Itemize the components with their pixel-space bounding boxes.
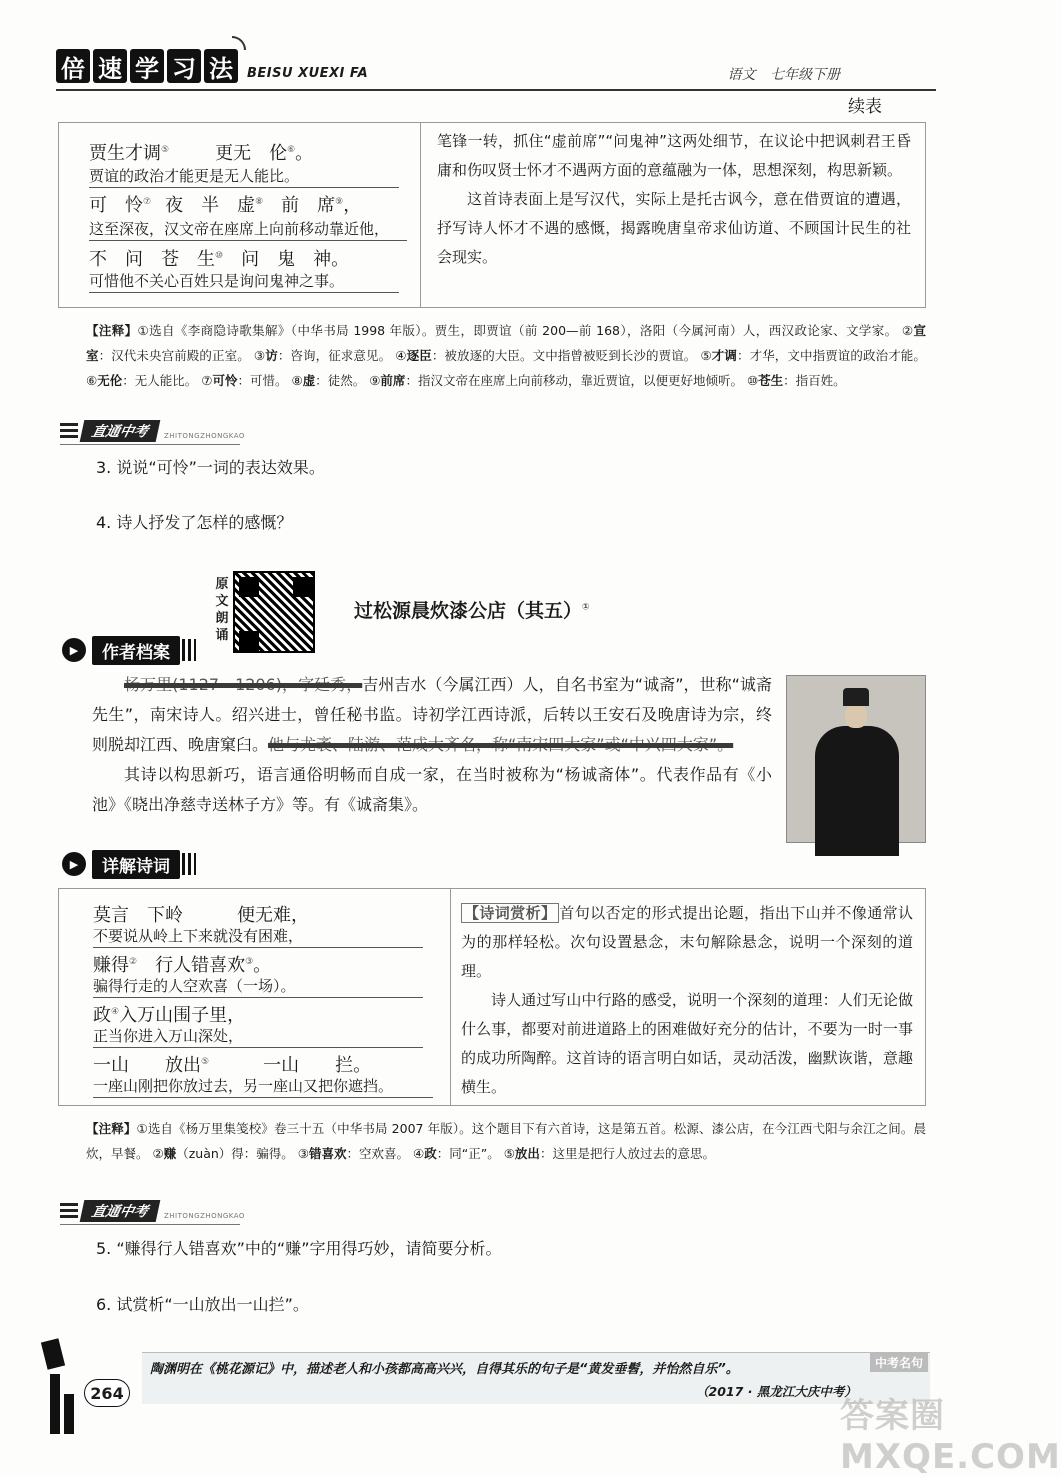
author-portrait (786, 675, 926, 843)
poem-translation: 贾谊的政治才能更是无人能比。 (89, 165, 399, 188)
poem-line: 不 问 苍 生⑩ 问 鬼 神。 (89, 249, 350, 270)
stripes-icon (182, 853, 196, 875)
book-info (718, 64, 840, 84)
poem-line: 可 怜⑦ 夜 半 虚⑧ 前 席⑨， (89, 195, 362, 216)
page-number: 264 (84, 1379, 130, 1407)
poem-line: 赚得② 行人错喜欢③。 (93, 955, 272, 976)
signal-icon (232, 36, 246, 50)
poem-translation: 一座山刚把你放过去，另一座山又把你遮挡。 (93, 1075, 433, 1098)
zhitong-tag (60, 1200, 245, 1222)
poem-translation: 可惜他不关心百姓只是询问鬼神之事。 (89, 270, 399, 293)
brand-cn (56, 49, 241, 83)
bars-icon (60, 1203, 78, 1219)
appreciation-label: 【诗词赏析】 (461, 903, 559, 923)
brand-char: 学 (130, 49, 164, 83)
question-6: 6. 试赏析“一山放出一山拦”。 (96, 1295, 309, 1314)
poem-line: 莫言 下岭 便无难， (93, 905, 309, 926)
play-icon: ▶ (62, 852, 86, 876)
corner-decoration (41, 1338, 65, 1370)
author-bio: 杨万里(1127—1206)，字廷秀，吉州吉水（今属江西）人，自名书室为“诚斋”，世称“诚斋先生”，南宋诗人。绍兴进士，曾任秘书监。诗初学江西诗派，后转以王安石及晚唐诗为宗，终则脱却江西、晚唐窠臼。他与尤袤、陆游、范成大齐名，称“南宋四大家”或“中兴四大家”。 其诗以构思新巧，语言通俗明畅而自成一家，在当时被称为“杨诚斋体”。代表作品有《小池》《晓出净慈寺送林子方》等。有《诚斋集》。 (92, 675, 772, 814)
play-icon: ▶ (62, 638, 86, 662)
footer-quote: 陶渊明在《桃花源记》中，描述老人和小孩都高高兴兴，自得其乐的句子是“黄发垂髫，并怡然自乐”。 (150, 1362, 739, 1377)
poem-line: 贾生才调⑤ 更无 伦⑥。 (89, 143, 314, 164)
poem-translation: 这至深夜，汉文帝在座席上向前移动靠近他， (89, 218, 407, 241)
continued-label: 续表 (848, 97, 882, 117)
author-section-tag (62, 636, 196, 664)
annotations-2: 【注释】①选自《杨万里集笺校》卷三十五（中华书局 2007 年版）。这个题目下有六首诗，这是第五首。松源、漆公店，在今江西弋阳与余江之间。晨炊，早餐。 ②赚（zuàn）得：骗得。 ③错喜欢：空欢喜。 ④政：同“正”。 ⑤放出：这里是把行人放过去的意思。 (86, 1121, 926, 1161)
question-5: 5. “赚得行人错喜欢”中的“赚”字用得巧妙，请简要分析。 (96, 1239, 502, 1258)
poem-appreciation: 【诗词赏析】 首句以否定的形式提出论题，指出下山并不像通常认为的那样轻松。次句设置悬念，末句解除悬念，说明一个深刻的道理。 诗人通过写山中行路的感受，说明一个深刻的道理：人们无论做什么事，都要对前进道路上的困难做好充分的估计，不要为一时一事的成功所陶醉。这首诗的语言明白如话，灵动活泼，幽默诙谐，意趣横生。 (461, 904, 913, 1096)
question-4: 4. 诗人抒发了怎样的感慨？ (96, 513, 293, 532)
poem-line: 政④入万山围子里， (93, 1005, 246, 1026)
poem-section-title: 详解诗词 (92, 850, 180, 879)
brand-char: 习 (167, 49, 201, 83)
poem-line: 一山 放出⑤ 一山 拦。 (93, 1055, 372, 1076)
stripes-icon (182, 639, 196, 661)
author-section-title: 作者档案 (92, 636, 180, 665)
poem-table-1 (58, 122, 926, 308)
poem-title: 过松源晨炊漆公店（其五）① (354, 600, 590, 622)
zhitong-sub: ZHITONGZHONGKAO (164, 432, 245, 440)
zhitong-underline (60, 1224, 240, 1225)
poem-translation: 不要说从岭上下来就没有困难， (93, 925, 423, 948)
zhitong-sub: ZHITONGZHONGKAO (164, 1212, 245, 1220)
brand-char: 倍 (56, 49, 90, 83)
watermark: 答案圈 MXQE.COM (840, 1396, 1061, 1477)
famous-quote-badge: 中考名句 (870, 1353, 928, 1372)
brand-char: 速 (93, 49, 127, 83)
zhitong-title: 直通中考 (80, 420, 161, 442)
qr-code-icon[interactable] (233, 571, 315, 653)
zhitong-tag (60, 420, 245, 442)
brand-logo (56, 48, 368, 84)
qr-label: 原文朗诵 (215, 577, 229, 643)
subject: 语文 (727, 67, 756, 83)
zhitong-title: 直通中考 (80, 1200, 161, 1222)
corner-decoration (50, 1374, 60, 1434)
poem-translation: 骗得行走的人空欢喜（一场）。 (93, 975, 423, 998)
brand-en: BEISU XUEXI FA (247, 65, 369, 81)
poem-section-tag (62, 850, 196, 878)
poem-analysis: 笔锋一转，抓住“虚前席”“问鬼神”这两处细节，在议论中把讽刺君王昏庸和伤叹贤士怀才不遇两方面的意蕴融为一体，思想深刻，构思新颖。 这首诗表面上是写汉代，实际上是托古讽今，意在借贾谊的遭遇，抒写诗人怀才不遇的感慨，揭露晚唐皇帝求仙访道、不顾国计民生的社会现实。 (437, 132, 911, 266)
grade: 七年级下册 (770, 67, 840, 83)
footer-source: （2017 · 黑龙江大庆中考） (696, 1384, 857, 1399)
annotations-1: 【注释】①选自《李商隐诗歌集解》（中华书局 1998 年版）。贾生，即贾谊（前 200—前 168），洛阳（今属河南）人，西汉政论家、文学家。 ②宣室：汉代未央宫前殿的正室。 ③访：咨询，征求意见。 ④逐臣：被放逐的大臣。文中指曾被贬到长沙的贾谊。 ⑤才调：才华，文中指贾谊的政治才能。 ⑥无伦：无人能比。 ⑦可怜：可惜。 ⑧虚：徒然。 ⑨前席：指汉文帝在座席上向前移动，靠近贾谊，以便更好地倾听。 ⑩苍生：指百姓。 (86, 323, 926, 388)
zhitong-underline (60, 444, 240, 445)
brand-char: 法 (204, 49, 238, 83)
question-3: 3. 说说“可怜”一词的表达效果。 (96, 458, 325, 477)
bars-icon (60, 423, 78, 439)
poem-table-2 (58, 888, 926, 1106)
header-divider (56, 89, 936, 91)
corner-decoration (64, 1394, 74, 1434)
poem-translation: 正当你进入万山深处， (93, 1025, 423, 1048)
